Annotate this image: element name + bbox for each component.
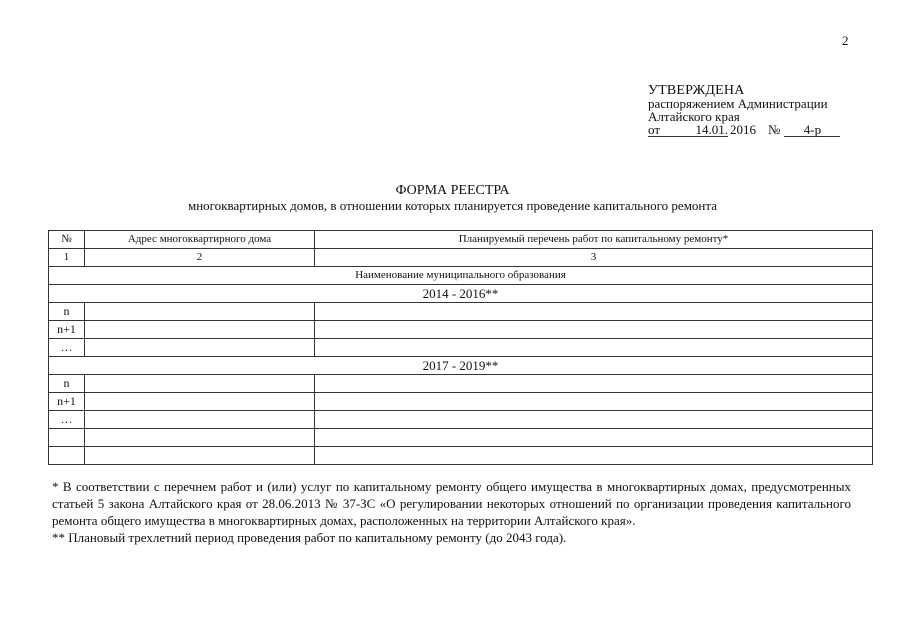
- table-row: [49, 393, 873, 411]
- works-cell: [315, 429, 873, 447]
- row-number: [49, 447, 85, 465]
- period-row: [49, 285, 873, 303]
- address-cell: [85, 411, 315, 429]
- page-number: 2: [842, 33, 849, 48]
- number-prefix: №: [768, 122, 781, 137]
- row-number: n: [49, 303, 85, 321]
- date-year: 2016: [730, 122, 756, 137]
- period-label: 2017 - 2019**: [49, 357, 873, 375]
- header-row: [49, 231, 873, 249]
- address-cell: [85, 339, 315, 357]
- address-cell: [85, 393, 315, 411]
- row-number: n+1: [49, 321, 85, 339]
- address-cell: [85, 375, 315, 393]
- municipality-row: [49, 267, 873, 285]
- date-value: 14.01.: [668, 123, 728, 137]
- table-row: [49, 321, 873, 339]
- form-title: ФОРМА РЕЕСТРА: [395, 183, 510, 198]
- works-cell: [315, 303, 873, 321]
- approval-line-2: Алтайского края: [648, 109, 740, 124]
- approval-title: УТВЕРЖДЕНА: [648, 83, 745, 98]
- table-row: [49, 411, 873, 429]
- works-cell: [315, 321, 873, 339]
- table-row: [49, 339, 873, 357]
- header-address: Адрес многоквартирного дома: [85, 231, 315, 249]
- municipality-name: Наименование муниципального образования: [49, 267, 873, 285]
- row-number: n+1: [49, 393, 85, 411]
- column-numbers-row: [49, 249, 873, 267]
- works-cell: [315, 375, 873, 393]
- col-number-1: 1: [49, 249, 85, 267]
- table-row: [49, 303, 873, 321]
- col-number-3: 3: [315, 249, 873, 267]
- header-number: №: [49, 231, 85, 249]
- table-row: [49, 375, 873, 393]
- approval-block: [648, 84, 840, 137]
- footnotes: [52, 478, 851, 546]
- period-label: 2014 - 2016**: [49, 285, 873, 303]
- table-row: [49, 429, 873, 447]
- date-prefix: от: [648, 123, 668, 137]
- approval-line-1: распоряжением Администрации: [648, 96, 828, 111]
- form-subtitle: многоквартирных домов, в отношении которых планируется проведение капитального ремонта: [187, 198, 717, 213]
- address-cell: [85, 303, 315, 321]
- header-works: Планируемый перечень работ по капитальному ремонту*: [315, 231, 873, 249]
- period-row: [49, 357, 873, 375]
- address-cell: [85, 321, 315, 339]
- number-value: 4-р: [784, 123, 840, 137]
- works-cell: [315, 447, 873, 465]
- table-row: [49, 447, 873, 465]
- row-number: n: [49, 375, 85, 393]
- address-cell: [85, 429, 315, 447]
- register-table: [48, 230, 873, 465]
- row-number: …: [49, 411, 85, 429]
- row-number: …: [49, 339, 85, 357]
- works-cell: [315, 393, 873, 411]
- works-cell: [315, 339, 873, 357]
- footnote-2: ** Плановый трехлетний период проведения работ по капитальному ремонту (до 2043 года).: [52, 530, 567, 545]
- address-cell: [85, 447, 315, 465]
- col-number-2: 2: [85, 249, 315, 267]
- row-number: [49, 429, 85, 447]
- works-cell: [315, 411, 873, 429]
- footnote-1: * В соответствии с перечнем работ и (или) услуг по капитальному ремонту общего имущества в многоквартирных домах, предусмотренных статьей 5 закона Алтайского края от 28.06.2013 № 37-ЗС «О регулировании некоторых отношений по организации проведения капитального ремонта общего имущества в многоквартирных домах, расположенных на территории Алтайского края».: [52, 479, 851, 528]
- approval-date-line: [648, 123, 840, 137]
